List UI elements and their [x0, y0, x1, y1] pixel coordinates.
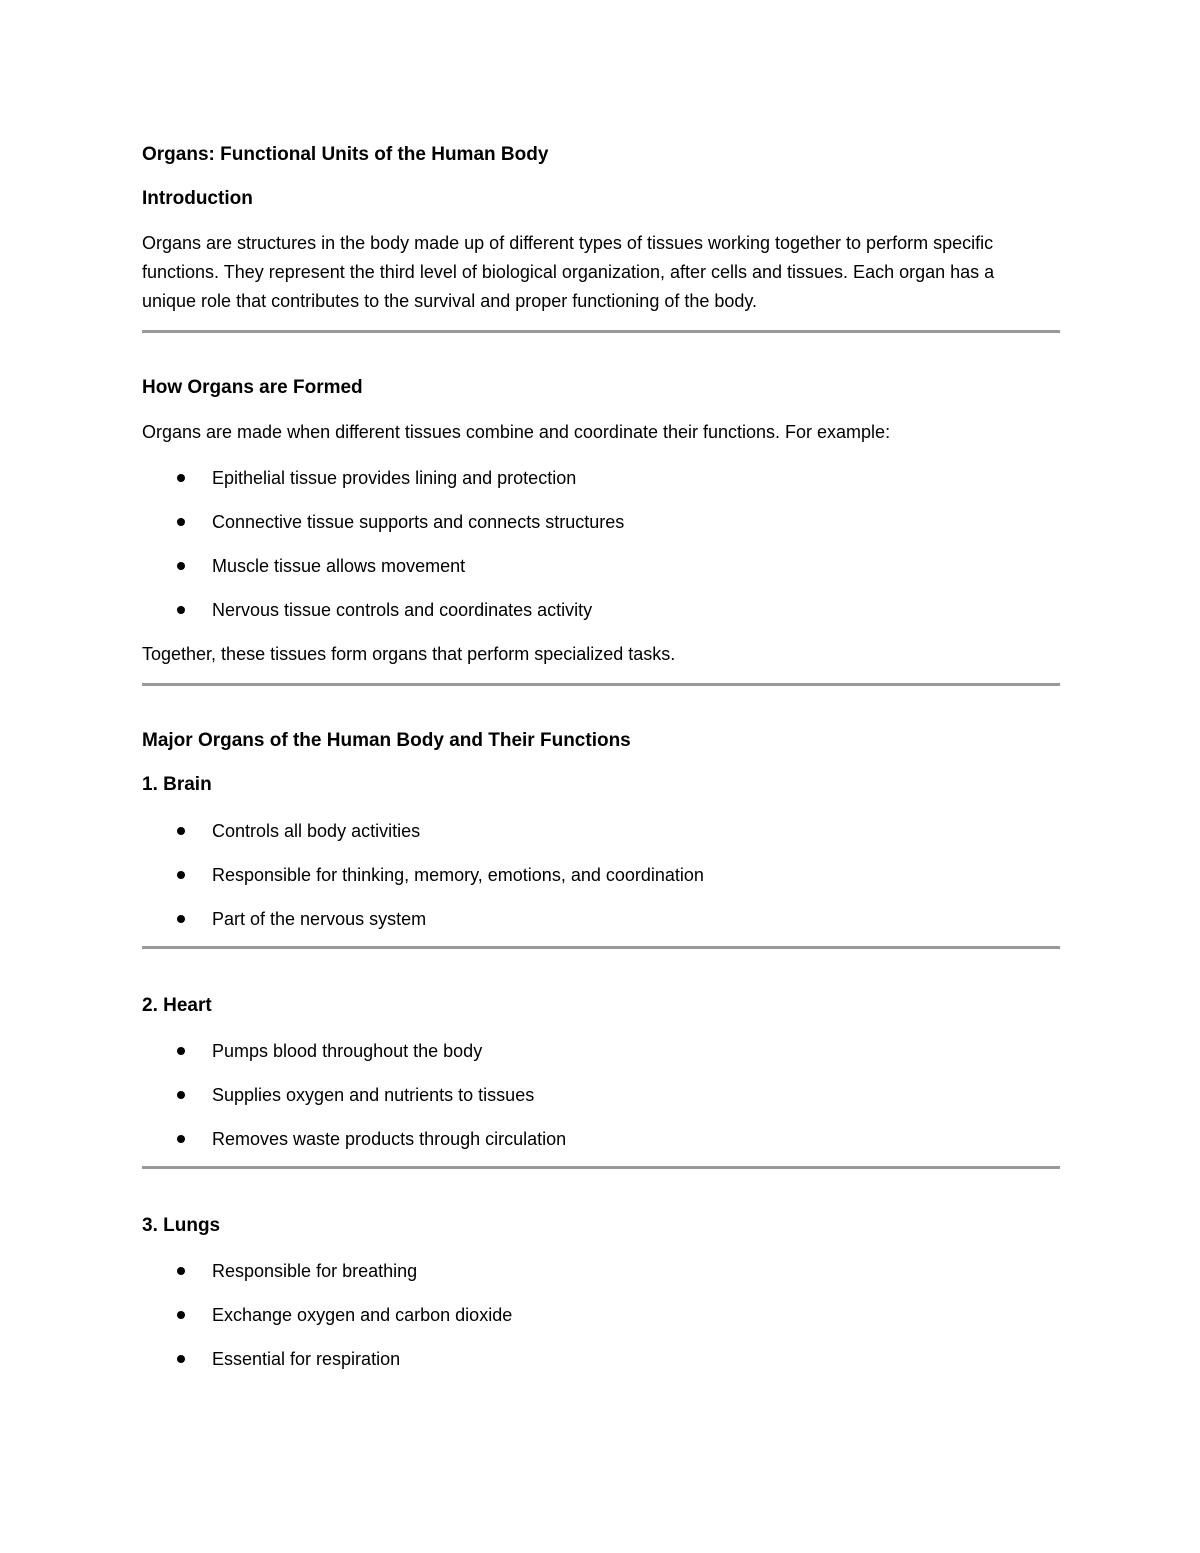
bullet-icon: [177, 1091, 185, 1099]
section-divider: [142, 683, 1060, 686]
bullet-icon: [177, 1355, 185, 1363]
list-item: [142, 554, 624, 598]
formation-closing: Together, these tissues form organs that perform specialized tasks.: [142, 644, 676, 664]
bullet-icon: [177, 1311, 185, 1319]
brain-list: [142, 819, 704, 951]
bullet-icon: [177, 827, 185, 835]
bullet-icon: [177, 1047, 185, 1055]
list-item: [142, 466, 624, 510]
list-item: [142, 510, 624, 554]
list-item: [142, 1127, 566, 1171]
section-divider: [142, 330, 1060, 333]
list-item-text: Muscle tissue allows movement: [212, 556, 466, 576]
heart-list: [142, 1039, 566, 1171]
bullet-icon: [177, 518, 185, 526]
brain-heading: 1. Brain: [142, 774, 212, 795]
list-item-text: Responsible for breathing: [212, 1261, 418, 1281]
list-item-text: Controls all body activities: [212, 821, 421, 841]
list-item-text: Connective tissue supports and connects structures: [212, 512, 625, 532]
list-item-text: Essential for respiration: [212, 1349, 401, 1369]
list-item-text: Removes waste products through circulation: [212, 1129, 567, 1149]
list-item-text: Nervous tissue controls and coordinates activity: [212, 600, 593, 620]
list-item-text: Exchange oxygen and carbon dioxide: [212, 1305, 513, 1325]
list-item: [142, 598, 624, 642]
heart-heading: 2. Heart: [142, 995, 212, 1016]
list-item-text: Pumps blood throughout the body: [212, 1041, 483, 1061]
intro-paragraph: Organs are structures in the body made up of different types of tissues working together to perform specific functions. They represent the third level of biological organization, after cells and tissues. Each organ has a unique role that contributes to the survival and proper functioning of the body.: [142, 233, 995, 311]
list-item: [142, 1259, 512, 1303]
bullet-icon: [177, 474, 185, 482]
list-item-text: Responsible for thinking, memory, emotions, and coordination: [212, 865, 704, 885]
bullet-icon: [177, 562, 185, 570]
major-heading: Major Organs of the Human Body and Their Functions: [142, 730, 631, 751]
lungs-heading: 3. Lungs: [142, 1215, 221, 1236]
document-title: Organs: Functional Units of the Human Body: [142, 144, 549, 165]
list-item: [142, 819, 704, 863]
bullet-icon: [177, 606, 185, 614]
section-divider: [142, 1166, 1060, 1169]
bullet-icon: [177, 915, 185, 923]
list-item-text: Part of the nervous system: [212, 909, 427, 929]
lungs-list: [142, 1259, 512, 1391]
intro-heading: Introduction: [142, 188, 253, 209]
list-item: [142, 1303, 512, 1347]
list-item: [142, 1083, 566, 1127]
list-item: [142, 1347, 512, 1391]
bullet-icon: [177, 871, 185, 879]
bullet-icon: [177, 1267, 185, 1275]
list-item: [142, 863, 704, 907]
bullet-icon: [177, 1135, 185, 1143]
section-divider: [142, 946, 1060, 949]
list-item: [142, 907, 704, 951]
formation-list: [142, 466, 624, 642]
list-item-text: Supplies oxygen and nutrients to tissues: [212, 1085, 535, 1105]
list-item: [142, 1039, 566, 1083]
list-item-text: Epithelial tissue provides lining and protection: [212, 468, 577, 488]
formation-lead: Organs are made when different tissues combine and coordinate their functions. For example:: [142, 422, 891, 442]
formation-heading: How Organs are Formed: [142, 377, 363, 398]
